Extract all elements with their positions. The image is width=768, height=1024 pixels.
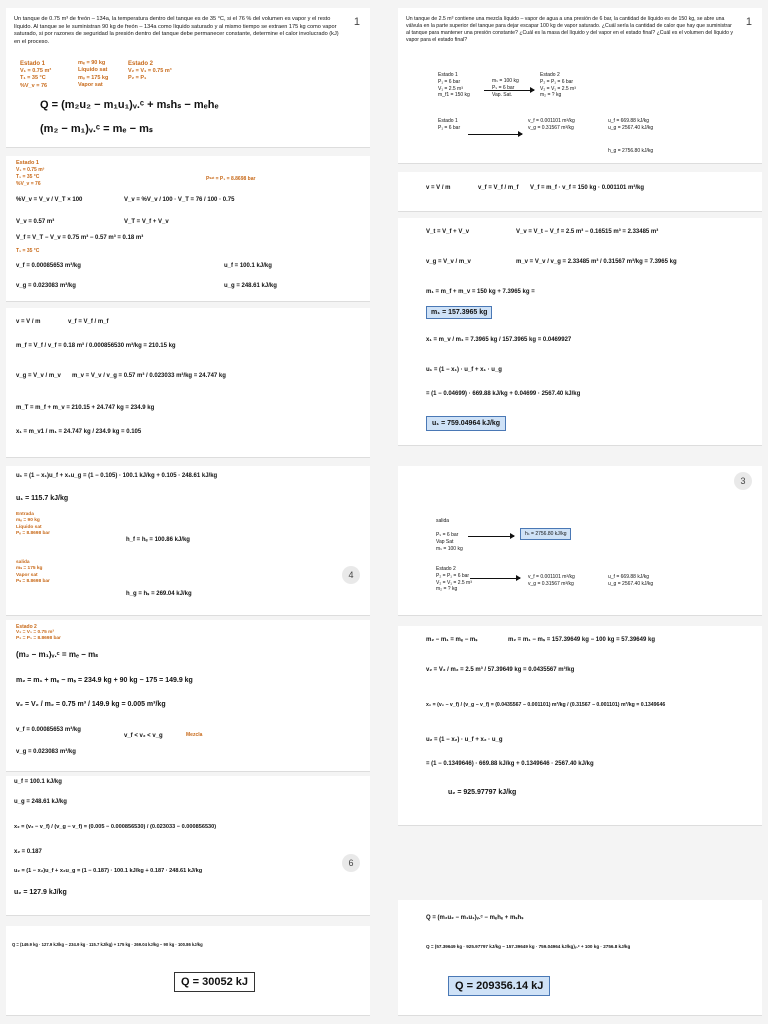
mass-balance: m₂ − m₁ = mₑ − mₛ bbox=[426, 637, 478, 643]
q-result: Q = 209356.14 kJ bbox=[448, 976, 550, 996]
hf-value: h_f = hₑ = 100.86 kJ/kg bbox=[126, 537, 190, 543]
right-page-1 bbox=[398, 8, 762, 164]
uf-value: u_f = 100.1 kJ/kg bbox=[224, 263, 272, 269]
left-page-6 bbox=[6, 776, 370, 916]
liquid-mass-eq: m_f = V_f / v_f = 0.18 m³ / 0.000856530 m³/kg = 210.15 kg bbox=[16, 343, 176, 349]
estado2-values: Estado 2 P₂ = P₁ = 6 bar V₂ = V₁ = 2.5 m³ m₂ = ? kg bbox=[540, 72, 576, 99]
x2-eq: x₂ = (v₂ − v_f) / (v_g − v_f) = (0.005 − 0.000856530) / (0.023033 − 0.000856530) bbox=[14, 824, 217, 830]
arrow-estado2 bbox=[470, 578, 520, 579]
vf-calc: V_f = m_f · v_f = 150 kg · 0.001101 m³/kg bbox=[530, 185, 645, 191]
q-equation: Q = (m₂u₂ − m₁u₁)ᵥ.ᶜ − mₑhₑ + mₛhₛ bbox=[426, 915, 524, 921]
props-u: u_f = 669.88 kJ/kg u_g = 2567.40 kJ/kg bbox=[608, 574, 654, 587]
salida-values: salida mₛ = 175 kg Vapor sat Pₛ = 8.8698 bar bbox=[16, 560, 50, 585]
salida-label: salida bbox=[436, 518, 450, 524]
vf-eq: v_f = V_f / m_f bbox=[68, 319, 109, 325]
quality-x1-eq: x₁ = m_v1 / m₁ = 24.747 kg / 234.9 kg = 0.105 bbox=[16, 429, 142, 435]
q-result: Q = 30052 kJ bbox=[174, 972, 255, 992]
temperature: T₁ = 35 °C bbox=[16, 248, 40, 254]
mixture-label: Mezcla bbox=[186, 732, 203, 738]
props-v: v_f = 0.001101 m³/kg v_g = 0.31567 m³/kg bbox=[528, 574, 575, 587]
ug-value: u_g = 248.61 kJ/kg bbox=[14, 799, 67, 805]
left-page-4 bbox=[6, 466, 370, 616]
right-column bbox=[392, 0, 768, 1024]
x2-result: x₂ = 0.187 bbox=[14, 849, 42, 855]
psat-value: Pˢᵃᵗ = P₁ = 8.8698 bar bbox=[206, 176, 256, 182]
hg-value: h_g = 2756.80 kJ/kg bbox=[608, 148, 654, 154]
q-calc: Q = (57.39649 kg · 925.97797 kJ/kg − 157.39649 kg · 759.04964 kJ/kg)ᵥ.ᶜ + 100 kg · 2756.8 kJ/kg bbox=[426, 944, 631, 949]
estado2-title: Estado 2 bbox=[16, 624, 37, 630]
right-page-4 bbox=[398, 466, 762, 616]
right-page-6 bbox=[398, 900, 762, 1016]
total-mass-eq: m_T = m_f + m_v = 210.15 + 24.747 kg = 234.9 kg bbox=[16, 405, 155, 411]
mass-equation: (m₂ − m₁)ᵥ.ᶜ = mₑ − mₛ bbox=[40, 123, 153, 135]
left-page-7 bbox=[6, 926, 370, 1016]
m1-result: m₁ = 157.3965 kg bbox=[426, 306, 492, 319]
problem-statement: Un tanque de 2.5 m³ contiene una mezcla líquido – vapor de agua a una presión de 6 bar, la cantidad de líquido es de 150 kg, se abre una válvula en la parte superior del tanque para dejar escapar 100 kg de vapor saturado. ¿Cuál sería la cantidad de calor que hay que suministrar al tanque para mantener una presión constante? ¿Cuál es la masa del líquido y del vapor en el estado final? ¿Cuál es el volumen del líquido y vapor para el estado final? bbox=[406, 16, 734, 44]
u2-eq: u₂ = (1 − x₂)u_f + x₂u_g = (1 − 0.187) · 100.1 kJ/kg + 0.187 · 248.61 kJ/kg bbox=[14, 868, 203, 874]
specific-volume-eq: v = V / m bbox=[16, 319, 41, 325]
props-v: v_f = 0.001101 m³/kg v_g = 0.31567 m³/kg bbox=[528, 118, 575, 131]
page-number: 1 bbox=[353, 16, 360, 28]
m2-eq: m₂ = m₁ − mₛ = 157.39649 kg − 100 kg = 57.39649 kg bbox=[508, 637, 655, 643]
problem-statement: Un tanque de 0.75 m³ de freón – 134a, la temperatura dentro del tanque es de 35 °C, si el 76 % del volumen es vapor y el resto líquido. Al tanque se le suministran 90 kg de freón – 134a como líquido saturado y al mismo tiempo se extraen 175 kg como vapor saturado, si por razones de seguridad la presión dentro del tanque debe permanecer constante, determine el calor involucrado (kJ) en el proceso. bbox=[14, 16, 339, 45]
ug-value: u_g = 248.61 kJ/kg bbox=[224, 283, 277, 289]
u2-result: u₂ = 127.9 kJ/kg bbox=[14, 889, 67, 896]
total-volume-eq: V_t = V_f + V_v bbox=[426, 229, 470, 235]
left-column bbox=[0, 0, 376, 1024]
estado1-summary: Estado 1 P₁ = 6 bar bbox=[438, 118, 461, 131]
liquid-volume-eq: V_f = V_T − V_v = 0.75 m³ − 0.57 m³ = 0.18 m³ bbox=[16, 235, 144, 241]
props-u: u_f = 669.88 kJ/kg u_g = 2567.40 kJ/kg bbox=[608, 118, 654, 131]
energy-equation: Q = (m₂u₂ − m₁u₁)ᵥ.ᶜ + mₛhₛ − mₑhₑ bbox=[40, 99, 219, 111]
flow-values: mₑ = 90 kg Líquido sat mₛ = 175 kg Vapor sat bbox=[78, 60, 109, 89]
vf-value: v_f = 0.00085653 m³/kg bbox=[16, 263, 81, 269]
total-volume-eq: V_T = V_f + V_v bbox=[124, 219, 169, 225]
estado2-values: V₂ = V₁ = 0.75 m³ P₂ = P₁ = 8.8698 bar bbox=[16, 630, 61, 642]
mass-balance: (m₂ − m₁)ᵥ.ᶜ = mₑ − mₛ bbox=[16, 650, 99, 659]
salida-values: mₛ = 100 kg Pₛ = 6 bar Vap. Sat. bbox=[492, 78, 519, 98]
vapor-mass-eq: m_v = V_v / v_g = 0.57 m³ / 0.023033 m³/kg = 24.747 kg bbox=[72, 373, 226, 379]
vapor-percent-eq: %V_v = V_v / V_T × 100 bbox=[16, 197, 83, 203]
left-page-3 bbox=[6, 308, 370, 458]
estado1-title: Estado 1 bbox=[20, 61, 46, 67]
left-page-1 bbox=[6, 8, 370, 148]
page-number: 6 bbox=[342, 854, 360, 872]
u1-result: u₁ = 115.7 kJ/kg bbox=[16, 495, 69, 502]
arrow-salida bbox=[468, 536, 514, 537]
vapor-volume-eq: V_v = V_t − V_f = 2.5 m³ − 0.16515 m³ = 2.33485 m³ bbox=[516, 229, 659, 235]
vf-eq: v_f = V_f / m_f bbox=[478, 185, 519, 191]
page-number: 4 bbox=[342, 566, 360, 584]
left-page-2 bbox=[6, 156, 370, 302]
v2-eq: v₂ = V₂ / m₂ = 0.75 m³ / 149.9 kg = 0.005 m³/kg bbox=[16, 701, 166, 708]
entrada-values: Entrada mₑ = 90 kg Líquido sat Pₑ = 8.8698 bar bbox=[16, 512, 50, 537]
right-page-2 bbox=[398, 172, 762, 212]
x1-eq: x₁ = m_v / m₁ = 7.3965 kg / 157.3965 kg = 0.0469927 bbox=[426, 337, 572, 343]
vapor-volume-result: V_v = 0.57 m³ bbox=[16, 219, 55, 225]
salida-values: Pₛ = 6 bar Vap Sat mₛ = 100 kg bbox=[436, 532, 463, 552]
vg-eq: v_g = V_v / m_v bbox=[16, 373, 61, 379]
u1-calc: = (1 − 0.04699) · 669.88 kJ/kg + 0.04699 · 2567.40 kJ/kg bbox=[426, 391, 581, 397]
u1-result: u₁ = 759.04964 kJ/kg bbox=[426, 416, 506, 431]
vg-value: v_g = 0.023083 m³/kg bbox=[16, 749, 76, 755]
u2-result: u₂ = 925.97797 kJ/kg bbox=[448, 789, 517, 796]
hg-value: h_g = hₛ = 269.04 kJ/kg bbox=[126, 591, 192, 597]
vg-value: v_g = 0.023083 m³/kg bbox=[16, 283, 76, 289]
hs-value: hₛ = 2756.80 kJ/kg bbox=[520, 528, 571, 540]
specific-volume-eq: v = V / m bbox=[426, 185, 451, 191]
page-number: 1 bbox=[745, 16, 752, 28]
page-number: 3 bbox=[734, 472, 752, 490]
uf-value: u_f = 100.1 kJ/kg bbox=[14, 779, 62, 785]
x2-eq: x₂ = (v₂ − v_f) / (v_g − v_f) = (0.0435567 − 0.001101) m³/kg / (0.31567 − 0.001101) m³/kg = 0.1349646 bbox=[426, 702, 666, 708]
vg-eq: v_g = V_v / m_v bbox=[426, 259, 471, 265]
arrow-2 bbox=[468, 134, 522, 135]
m1-eq: m₁ = m_f + m_v = 150 kg + 7.3965 kg = bbox=[426, 289, 535, 295]
vf-value: v_f = 0.00085653 m³/kg bbox=[16, 727, 81, 733]
q-equation: Q = (149.9 kg · 127.9 kJ/kg − 234.9 kg · 115.7 kJ/kg) + 175 kg · 269.04 kJ/kg − 90 kg · 100.86 kJ/kg bbox=[12, 942, 203, 947]
estado2-values: Estado 2 P₂ = P₁ = 6 bar V₂ = V₁ = 2.5 m³ m₂ = ? kg bbox=[436, 566, 472, 593]
v2-eq: v₂ = V₂ / m₂ = 2.5 m³ / 57.39649 kg = 0.0435567 m³/kg bbox=[426, 667, 575, 673]
u1-eq: u₁ = (1 − x₁) · u_f + x₁ · u_g bbox=[426, 367, 502, 373]
left-page-5 bbox=[6, 620, 370, 772]
u2-calc: = (1 − 0.1349646) · 669.88 kJ/kg + 0.1349646 · 2567.40 kJ/kg bbox=[426, 761, 594, 767]
estado1-values: V₁ = 0.75 m³ T₁ = 35 °C %V_v = 76 bbox=[16, 167, 45, 187]
estado1-title: Estado 1 bbox=[16, 160, 39, 166]
estado2-title: Estado 2 bbox=[128, 61, 154, 67]
estado1-values: V₁ = 0.75 m³ T₁ = 35 °C %V_v = 76 bbox=[20, 68, 52, 89]
u2-eq: u₂ = (1 − x₂) · u_f + x₂ · u_g bbox=[426, 737, 503, 743]
estado2-values: V₂ = V₁ = 0.75 m³ P₂ = P₁ bbox=[128, 68, 172, 82]
estado1-values: Estado 1 P₁ = 6 bar V₁ = 2.5 m³ m_f1 = 150 kg bbox=[438, 72, 470, 99]
right-page-5 bbox=[398, 626, 762, 826]
m2-eq: m₂ = m₁ + mₑ − mₛ = 234.9 kg + 90 kg − 175 = 149.9 kg bbox=[16, 677, 193, 684]
vapor-mass-eq: m_v = V_v / v_g = 2.33485 m³ / 0.31567 m³/kg = 7.3965 kg bbox=[516, 259, 677, 265]
right-page-3 bbox=[398, 218, 762, 446]
u1-eq: u₁ = (1 − x₁)u_f + x₁u_g = (1 − 0.105) · 100.1 kJ/kg + 0.105 · 248.61 kJ/kg bbox=[16, 473, 218, 479]
vapor-volume-eq: V_v = %V_v / 100 · V_T = 76 / 100 · 0.75 bbox=[124, 197, 235, 203]
mixture-condition: v_f < v₂ < v_g bbox=[124, 733, 163, 739]
